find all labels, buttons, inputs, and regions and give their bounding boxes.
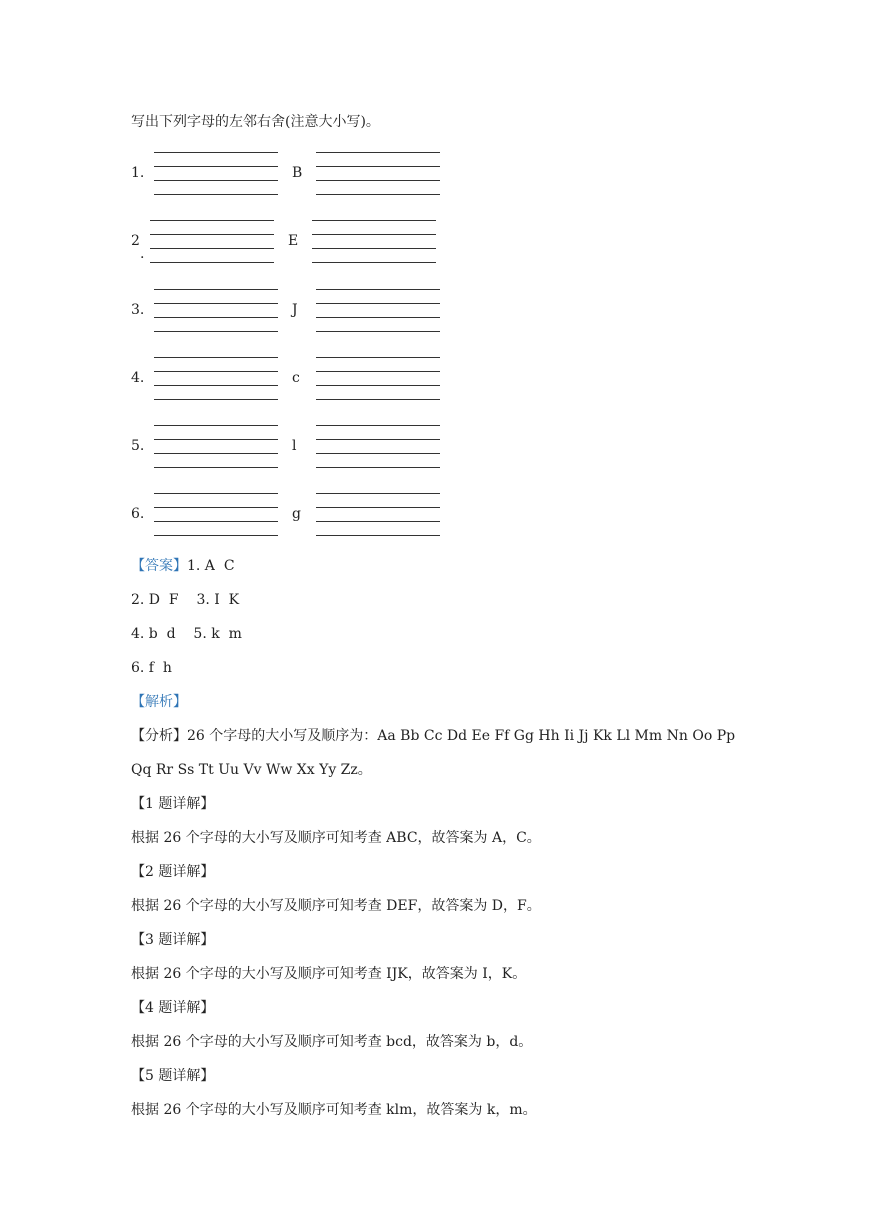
writing-line [316, 180, 440, 181]
question-number: 3. [131, 302, 145, 318]
answer-text: 1. A C [187, 558, 235, 574]
writing-line [154, 493, 278, 494]
answer-tag: 【答案】 [131, 558, 187, 574]
writing-line [316, 493, 440, 494]
writing-line [154, 535, 278, 536]
writing-line [316, 357, 440, 358]
writing-line [154, 357, 278, 358]
writing-line [154, 439, 278, 440]
writing-line [154, 385, 278, 386]
writing-line [154, 331, 278, 332]
writing-line [154, 425, 278, 426]
writing-line [154, 303, 278, 304]
writing-line [316, 399, 440, 400]
detail-title-5: 【5 题详解】 [131, 1068, 215, 1084]
detail-text-1: 根据 26 个字母的大小写及顺序可知考查 ABC，故答案为 A，C。 [131, 830, 541, 846]
writing-line [154, 152, 278, 153]
question-number-dot: . [140, 246, 145, 262]
question-number: 1. [131, 165, 145, 181]
writing-line [154, 317, 278, 318]
writing-line [316, 425, 440, 426]
writing-line [150, 234, 274, 235]
detail-text-5: 根据 26 个字母的大小写及顺序可知考查 klm，故答案为 k，m。 [131, 1102, 537, 1118]
writing-line [316, 467, 440, 468]
writing-line [150, 262, 274, 263]
writing-line [154, 507, 278, 508]
detail-title-3: 【3 题详解】 [131, 932, 215, 948]
writing-line [154, 180, 278, 181]
answer-line-4: 6. f h [131, 660, 172, 676]
writing-line [154, 166, 278, 167]
writing-line [150, 220, 274, 221]
writing-line [154, 521, 278, 522]
question-number: 6. [131, 506, 145, 522]
writing-line [316, 317, 440, 318]
given-letter: E [288, 233, 299, 249]
given-letter: c [292, 370, 300, 386]
writing-line [316, 166, 440, 167]
detail-text-3: 根据 26 个字母的大小写及顺序可知考查 IJK，故答案为 I，K。 [131, 966, 527, 982]
writing-line [316, 194, 440, 195]
question-number: 4. [131, 370, 145, 386]
writing-line [316, 385, 440, 386]
instruction: 写出下列字母的左邻右舍(注意大小写)。 [131, 114, 380, 130]
writing-line [154, 371, 278, 372]
analysis-summary-text: 26 个字母的大小写及顺序为：Aa Bb Cc Dd Ee Ff Gg Hh Ii Jj Kk Ll Mm Nn Oo Pp [187, 728, 736, 744]
detail-title-1: 【1 题详解】 [131, 796, 215, 812]
given-letter: g [292, 506, 301, 522]
given-letter: J [292, 302, 298, 318]
writing-line [154, 467, 278, 468]
question-number: 5. [131, 438, 145, 454]
detail-text-4: 根据 26 个字母的大小写及顺序可知考查 bcd，故答案为 b，d。 [131, 1034, 533, 1050]
given-letter: B [292, 165, 303, 181]
question-number: 2 [131, 233, 140, 249]
writing-line [312, 234, 436, 235]
writing-line [150, 248, 274, 249]
writing-line [312, 262, 436, 263]
answer-line-3: 4. b d 5. k m [131, 626, 242, 642]
writing-line [316, 507, 440, 508]
writing-line [316, 331, 440, 332]
analysis-summary-tag: 【分析】 [131, 728, 187, 744]
analysis-tag: 【解析】 [131, 694, 187, 710]
writing-line [316, 152, 440, 153]
given-letter: l [292, 438, 297, 454]
writing-line [154, 289, 278, 290]
detail-title-4: 【4 题详解】 [131, 1000, 215, 1016]
writing-line [316, 453, 440, 454]
writing-line [316, 303, 440, 304]
answer-line-2: 2. D F 3. I K [131, 592, 240, 608]
writing-line [154, 453, 278, 454]
analysis-summary-line-2: Qq Rr Ss Tt Uu Vv Ww Xx Yy Zz。 [131, 762, 372, 778]
answer-line-1 [131, 558, 235, 574]
detail-title-2: 【2 题详解】 [131, 864, 215, 880]
writing-line [316, 521, 440, 522]
writing-line [316, 289, 440, 290]
writing-line [316, 371, 440, 372]
writing-line [316, 439, 440, 440]
writing-line [312, 248, 436, 249]
analysis-summary-line-1 [131, 728, 735, 744]
writing-line [154, 399, 278, 400]
detail-text-2: 根据 26 个字母的大小写及顺序可知考查 DEF，故答案为 D，F。 [131, 898, 541, 914]
writing-line [312, 220, 436, 221]
writing-line [316, 535, 440, 536]
writing-line [154, 194, 278, 195]
